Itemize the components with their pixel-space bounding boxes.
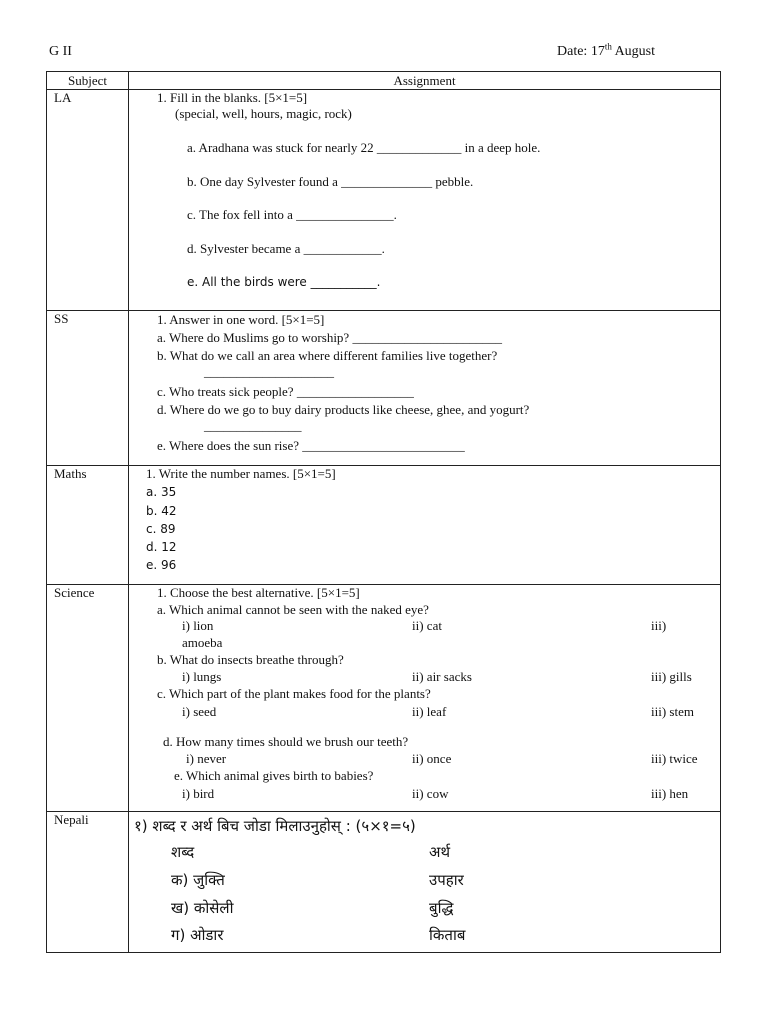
- science-c-opt2: ii) leaf: [412, 704, 447, 719]
- subject-ss: SS: [47, 311, 129, 466]
- la-item-b: b. One day Sylvester found a ______________ pebble.: [187, 174, 474, 189]
- subject-maths: Maths: [47, 466, 129, 585]
- nepali-col-word: शब्द: [171, 843, 195, 861]
- assignment-la: [129, 90, 721, 311]
- ss-item-b: b. What do we call an area where different families live together?: [157, 348, 498, 363]
- la-item-d: d. Sylvester became a ____________.: [187, 241, 385, 256]
- science-a-opt3: iii): [651, 618, 667, 633]
- table-header-row: [47, 72, 721, 90]
- science-b-opt1: i) lungs: [182, 669, 222, 684]
- ss-item-e: e. Where does the sun rise? _________________________: [157, 438, 465, 453]
- subject-nepali: Nepali: [47, 812, 129, 953]
- row-maths: [47, 466, 721, 585]
- science-question: 1. Choose the best alternative. [5×1=5]: [157, 585, 360, 600]
- la-item-c: c. The fox fell into a _______________.: [187, 207, 397, 222]
- science-e-opt3: iii) hen: [651, 786, 689, 801]
- science-c-opt1: i) seed: [182, 704, 217, 719]
- row-science: [47, 585, 721, 812]
- science-a-opt1: i) lion: [182, 618, 214, 633]
- assignment-table: [46, 71, 721, 953]
- nepali-question: १) शब्द र अर्थ बिच जोडा मिलाउनुहोस् : (५×१=५): [134, 817, 416, 835]
- ss-item-d-blank: _______________: [204, 418, 302, 433]
- row-ss: [47, 311, 721, 466]
- science-item-b: b. What do insects breathe through?: [157, 652, 344, 667]
- header-subject: Subject: [47, 72, 129, 90]
- assignment-maths: [129, 466, 721, 585]
- ss-item-d: d. Where do we go to buy dairy products like cheese, ghee, and yogurt?: [157, 402, 530, 417]
- ss-item-c: c. Who treats sick people? __________________: [157, 384, 414, 399]
- maths-item: c. 89: [146, 522, 176, 536]
- row-la: [47, 90, 721, 311]
- grade-label: G II: [49, 44, 72, 59]
- nepali-word: क) जुक्ति: [171, 871, 225, 889]
- date-ordinal: th: [604, 41, 612, 52]
- maths-item: d. 12: [146, 540, 177, 554]
- la-item-e: e. All the birds were ___________.: [187, 275, 381, 289]
- science-item-a: a. Which animal cannot be seen with the naked eye?: [157, 602, 429, 617]
- maths-item: b. 42: [146, 504, 177, 518]
- date-month: August: [611, 44, 656, 59]
- ss-item-b-blank: ____________________: [204, 364, 334, 379]
- la-question: 1. Fill in the blanks. [5×1=5]: [157, 90, 308, 105]
- science-d-opt3: iii) twice: [651, 751, 698, 766]
- la-item-a: a. Aradhana was stuck for nearly 22 _____________ in a deep hole.: [187, 140, 541, 155]
- ss-item-a: a. Where do Muslims go to worship? _______________________: [157, 330, 502, 345]
- header-assignment: Assignment: [129, 72, 721, 90]
- science-item-e: e. Which animal gives birth to babies?: [174, 768, 374, 783]
- assignment-nepali: [129, 812, 721, 953]
- science-a-opt3-cont: amoeba: [182, 635, 223, 650]
- science-a-opt2: ii) cat: [412, 618, 442, 633]
- maths-item: a. 35: [146, 485, 177, 499]
- subject-la: LA: [47, 90, 129, 311]
- nepali-meaning: किताब: [429, 926, 466, 944]
- nepali-col-meaning: अर्थ: [429, 843, 451, 861]
- science-d-opt2: ii) once: [412, 751, 452, 766]
- date-label: [557, 41, 656, 60]
- nepali-meaning: उपहार: [429, 871, 464, 889]
- nepali-word: ख) कोसेली: [171, 899, 234, 917]
- science-b-opt2: ii) air sacks: [412, 669, 472, 684]
- assignment-science: [129, 585, 721, 812]
- date-prefix: Date: 17: [557, 44, 605, 59]
- science-e-opt2: ii) cow: [412, 786, 449, 801]
- assignment-ss: [129, 311, 721, 466]
- row-nepali: [47, 812, 721, 953]
- subject-science: Science: [47, 585, 129, 812]
- nepali-word: ग) ओडार: [171, 926, 224, 944]
- science-b-opt3: iii) gills: [651, 669, 692, 684]
- nepali-meaning: बुद्धि: [429, 899, 454, 917]
- science-c-opt3: iii) stem: [651, 704, 694, 719]
- maths-question: 1. Write the number names. [5×1=5]: [146, 466, 336, 481]
- ss-question: 1. Answer in one word. [5×1=5]: [157, 312, 325, 327]
- science-e-opt1: i) bird: [182, 786, 215, 801]
- maths-item: e. 96: [146, 558, 177, 572]
- science-item-d: d. How many times should we brush our teeth?: [163, 734, 409, 749]
- science-d-opt1: i) never: [186, 751, 227, 766]
- la-word-bank: (special, well, hours, magic, rock): [175, 106, 352, 121]
- science-item-c: c. Which part of the plant makes food for the plants?: [157, 686, 431, 701]
